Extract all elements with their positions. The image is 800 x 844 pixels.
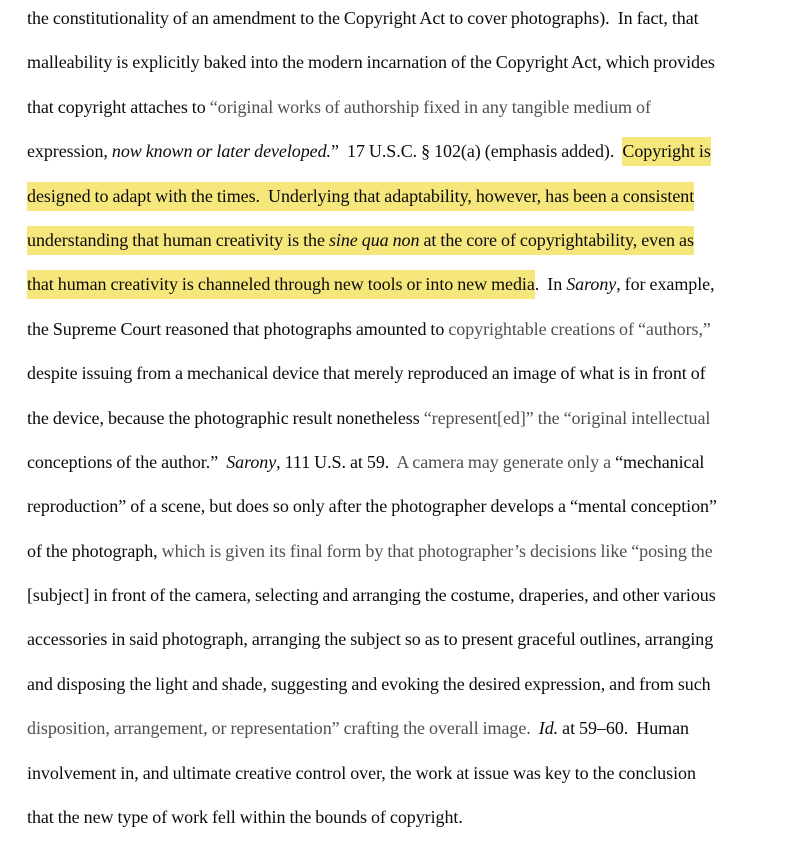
text-segment: “represent[ed]” the “original intellectual — [423, 407, 711, 428]
highlighted-text: designed to adapt with the times. Underlying that adaptability, however, has been a consistent — [27, 182, 694, 211]
text-segment: Sarony — [226, 451, 277, 472]
text-segment: despite issuing from a mechanical device that merely reproduced an image of what is in front of — [27, 363, 706, 384]
text-segment: disposition, arrangement, or representation” crafting the overall image. — [27, 718, 539, 739]
text-segment: “mechanical — [615, 451, 705, 472]
highlighted-text: Copyright is — [622, 137, 710, 166]
text-segment: . In — [534, 274, 567, 295]
text-segment: Sarony — [566, 274, 617, 295]
text-segment: reproduction” of a scene, but does so only after the photographer develops a “mental conception” — [27, 496, 717, 517]
text-line — [27, 40, 780, 84]
text-line — [27, 262, 780, 306]
text-segment: , for example, — [616, 274, 715, 295]
text-segment: at 59–60. Human — [558, 718, 689, 739]
highlighted-text: understanding that human creativity is the — [27, 226, 329, 255]
text-line — [27, 751, 780, 795]
text-segment: copyrightable creations of “authors,” — [448, 318, 711, 339]
text-segment: that copyright attaches to — [27, 96, 210, 117]
text-segment: the device, because the photographic result nonetheless — [27, 407, 424, 428]
text-segment: Id. — [538, 718, 559, 739]
highlighted-text: that human creativity is channeled through new tools or into new media — [27, 270, 535, 299]
text-segment: and disposing the light and shade, suggesting and evoking the desired expression, and from such — [27, 673, 711, 694]
text-segment: that the new type of work fell within the bounds of copyright. — [27, 807, 463, 828]
text-segment: malleability is explicitly baked into the modern incarnation of the Copyright Act, which provides — [27, 52, 715, 73]
text-line — [27, 85, 780, 129]
text-segment: accessories in said photograph, arranging the subject so as to present graceful outlines, arranging — [27, 629, 714, 650]
text-line — [27, 573, 780, 617]
text-line — [27, 307, 780, 351]
text-segment: expression, — [27, 141, 112, 162]
text-segment: now known or later developed. — [111, 141, 331, 162]
text-line — [27, 396, 780, 440]
text-line — [27, 484, 780, 528]
text-segment: , 111 U.S. at 59. — [276, 451, 397, 472]
text-line — [27, 174, 780, 218]
text-line — [27, 0, 780, 40]
text-segment: which is given its final form by that photographer’s decisions like “posing the — [161, 540, 713, 561]
text-line — [27, 440, 780, 484]
text-segment: “original works of authorship fixed in any tangible medium of — [209, 96, 651, 117]
highlighted-text: sine qua non — [329, 226, 419, 255]
text-line — [27, 662, 780, 706]
text-line — [27, 795, 780, 839]
text-segment: the Supreme Court reasoned that photographs amounted to — [27, 318, 449, 339]
text-segment: [subject] in front of the camera, selecting and arranging the costume, draperies, and other various — [27, 585, 716, 606]
text-segment: of the photograph, — [27, 540, 162, 561]
text-line — [27, 529, 780, 573]
text-segment: conceptions of the author.” — [27, 451, 227, 472]
text-segment: the constitutionality of an amendment to the Copyright Act to cover photographs). In fact, that — [27, 8, 699, 28]
highlighted-text: at the core of copyrightability, even as — [419, 226, 693, 255]
text-line — [27, 351, 780, 395]
opinion-paragraph — [27, 0, 780, 839]
text-line — [27, 617, 780, 661]
text-segment: A camera may generate only a — [396, 451, 616, 472]
text-line — [27, 706, 780, 750]
text-segment: ” 17 U.S.C. § 102(a) (emphasis added). — [331, 141, 623, 162]
text-line — [27, 218, 780, 262]
text-line — [27, 129, 780, 173]
text-segment: involvement in, and ultimate creative control over, the work at issue was key to the conclusion — [27, 762, 696, 783]
